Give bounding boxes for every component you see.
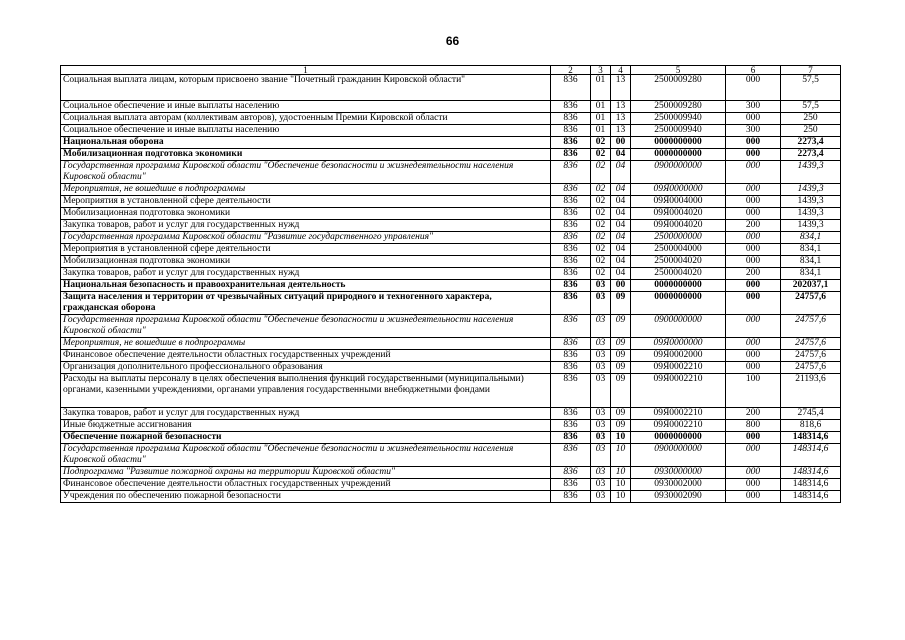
amount-cell: 57,5 xyxy=(781,75,841,101)
expense-type-cell: 000 xyxy=(726,256,781,268)
amount-cell: 834,1 xyxy=(781,232,841,244)
expense-type-cell: 000 xyxy=(726,113,781,125)
column-header: 3 xyxy=(591,66,611,75)
table-row xyxy=(61,467,841,479)
chapter-code-cell: 836 xyxy=(551,292,591,315)
subsection-code-cell: 04 xyxy=(611,220,631,232)
section-code-cell: 02 xyxy=(591,208,611,220)
expense-type-cell: 000 xyxy=(726,280,781,292)
expense-type-cell: 300 xyxy=(726,125,781,137)
table-row xyxy=(61,350,841,362)
subsection-code-cell: 00 xyxy=(611,280,631,292)
expense-type-cell: 000 xyxy=(726,491,781,503)
chapter-code-cell: 836 xyxy=(551,101,591,113)
chapter-code-cell: 836 xyxy=(551,315,591,338)
table-row xyxy=(61,374,841,408)
row-name-cell: Национальная безопасность и правоохранительная деятельность xyxy=(61,280,551,292)
amount-cell: 24757,6 xyxy=(781,315,841,338)
subsection-code-cell: 13 xyxy=(611,75,631,101)
chapter-code-cell: 836 xyxy=(551,338,591,350)
table-row xyxy=(61,408,841,420)
table-row xyxy=(61,268,841,280)
section-code-cell: 02 xyxy=(591,196,611,208)
row-name-cell: Государственная программа Кировской области "Обеспечение безопасности и жизнедеятельности населения Кировской области" xyxy=(61,444,551,467)
target-article-cell: 0930000000 xyxy=(631,467,726,479)
amount-cell: 24757,6 xyxy=(781,292,841,315)
amount-cell: 2273,4 xyxy=(781,137,841,149)
row-name-cell: Иные бюджетные ассигнования xyxy=(61,420,551,432)
column-header: 7 xyxy=(781,66,841,75)
target-article-cell: 2500000000 xyxy=(631,232,726,244)
expense-type-cell: 000 xyxy=(726,315,781,338)
target-article-cell: 2500009280 xyxy=(631,75,726,101)
target-article-cell: 0000000000 xyxy=(631,137,726,149)
chapter-code-cell: 836 xyxy=(551,125,591,137)
row-name-cell: Обеспечение пожарной безопасности xyxy=(61,432,551,444)
table-row xyxy=(61,338,841,350)
section-code-cell: 02 xyxy=(591,137,611,149)
budget-table xyxy=(60,65,841,503)
row-name-cell: Мобилизационная подготовка экономики xyxy=(61,149,551,161)
expense-type-cell: 000 xyxy=(726,149,781,161)
target-article-cell: 0930002090 xyxy=(631,491,726,503)
table-row xyxy=(61,432,841,444)
chapter-code-cell: 836 xyxy=(551,196,591,208)
chapter-code-cell: 836 xyxy=(551,161,591,184)
expense-type-cell: 000 xyxy=(726,184,781,196)
section-code-cell: 01 xyxy=(591,125,611,137)
amount-cell: 202037,1 xyxy=(781,280,841,292)
expense-type-cell: 000 xyxy=(726,338,781,350)
row-name-cell: Закупка товаров, работ и услуг для государственных нужд xyxy=(61,220,551,232)
row-name-cell: Мероприятия в установленной сфере деятельности xyxy=(61,196,551,208)
table-row xyxy=(61,196,841,208)
row-name-cell: Мероприятия, не вошедшие в подпрограммы xyxy=(61,338,551,350)
chapter-code-cell: 836 xyxy=(551,491,591,503)
section-code-cell: 03 xyxy=(591,491,611,503)
expense-type-cell: 200 xyxy=(726,220,781,232)
page-number: 66 xyxy=(445,34,460,48)
table-row xyxy=(61,479,841,491)
target-article-cell: 2500004000 xyxy=(631,244,726,256)
subsection-code-cell: 09 xyxy=(611,350,631,362)
row-name-cell: Закупка товаров, работ и услуг для государственных нужд xyxy=(61,268,551,280)
amount-cell: 148314,6 xyxy=(781,491,841,503)
subsection-code-cell: 09 xyxy=(611,315,631,338)
table-row xyxy=(61,315,841,338)
section-code-cell: 03 xyxy=(591,280,611,292)
subsection-code-cell: 04 xyxy=(611,196,631,208)
subsection-code-cell: 04 xyxy=(611,268,631,280)
section-code-cell: 02 xyxy=(591,220,611,232)
expense-type-cell: 000 xyxy=(726,137,781,149)
expense-type-cell: 200 xyxy=(726,268,781,280)
target-article-cell: 09Я0002210 xyxy=(631,420,726,432)
chapter-code-cell: 836 xyxy=(551,137,591,149)
section-code-cell: 03 xyxy=(591,350,611,362)
chapter-code-cell: 836 xyxy=(551,244,591,256)
row-name-cell: Финансовое обеспечение деятельности областных государственных учреждений xyxy=(61,350,551,362)
expense-type-cell: 100 xyxy=(726,374,781,408)
target-article-cell: 0000000000 xyxy=(631,280,726,292)
target-article-cell: 09Я0004020 xyxy=(631,220,726,232)
table-row xyxy=(61,101,841,113)
section-code-cell: 02 xyxy=(591,149,611,161)
expense-type-cell: 000 xyxy=(726,244,781,256)
column-header: 1 xyxy=(61,66,551,75)
section-code-cell: 02 xyxy=(591,161,611,184)
subsection-code-cell: 09 xyxy=(611,292,631,315)
chapter-code-cell: 836 xyxy=(551,467,591,479)
expense-type-cell: 000 xyxy=(726,196,781,208)
chapter-code-cell: 836 xyxy=(551,184,591,196)
section-code-cell: 02 xyxy=(591,268,611,280)
chapter-code-cell: 836 xyxy=(551,232,591,244)
amount-cell: 148314,6 xyxy=(781,479,841,491)
section-code-cell: 03 xyxy=(591,420,611,432)
amount-cell: 2745,4 xyxy=(781,408,841,420)
chapter-code-cell: 836 xyxy=(551,113,591,125)
amount-cell: 1439,3 xyxy=(781,220,841,232)
expense-type-cell: 000 xyxy=(726,467,781,479)
subsection-code-cell: 10 xyxy=(611,467,631,479)
amount-cell: 57,5 xyxy=(781,101,841,113)
amount-cell: 2273,4 xyxy=(781,149,841,161)
expense-type-cell: 000 xyxy=(726,362,781,374)
expense-type-cell: 000 xyxy=(726,444,781,467)
section-code-cell: 01 xyxy=(591,101,611,113)
table-row xyxy=(61,161,841,184)
row-name-cell: Организация дополнительного профессионального образования xyxy=(61,362,551,374)
expense-type-cell: 000 xyxy=(726,208,781,220)
row-name-cell: Государственная программа Кировской области "Развитие государственного управления" xyxy=(61,232,551,244)
table-row xyxy=(61,256,841,268)
target-article-cell: 09Я0002210 xyxy=(631,408,726,420)
expense-type-cell: 800 xyxy=(726,420,781,432)
target-article-cell: 0900000000 xyxy=(631,444,726,467)
target-article-cell: 0000000000 xyxy=(631,149,726,161)
row-name-cell: Мобилизационная подготовка экономики xyxy=(61,208,551,220)
subsection-code-cell: 09 xyxy=(611,420,631,432)
subsection-code-cell: 10 xyxy=(611,479,631,491)
row-name-cell: Социальная выплата лицам, которым присвоено звание "Почетный гражданин Кировской области" xyxy=(61,75,551,101)
target-article-cell: 0900000000 xyxy=(631,161,726,184)
subsection-code-cell: 09 xyxy=(611,408,631,420)
subsection-code-cell: 09 xyxy=(611,362,631,374)
subsection-code-cell: 04 xyxy=(611,149,631,161)
row-name-cell: Мероприятия, не вошедшие в подпрограммы xyxy=(61,184,551,196)
target-article-cell: 09Я0000000 xyxy=(631,184,726,196)
table-row xyxy=(61,362,841,374)
table-row xyxy=(61,444,841,467)
chapter-code-cell: 836 xyxy=(551,408,591,420)
row-name-cell: Мероприятия в установленной сфере деятельности xyxy=(61,244,551,256)
row-name-cell: Мобилизационная подготовка экономики xyxy=(61,256,551,268)
chapter-code-cell: 836 xyxy=(551,444,591,467)
amount-cell: 818,6 xyxy=(781,420,841,432)
chapter-code-cell: 836 xyxy=(551,149,591,161)
row-name-cell: Расходы на выплаты персоналу в целях обеспечения выполнения функций государственными (муниципальными) органами, казенными учреждениями, органами управления государственными внебюджетными фондами xyxy=(61,374,551,408)
table-row xyxy=(61,208,841,220)
subsection-code-cell: 13 xyxy=(611,101,631,113)
expense-type-cell: 000 xyxy=(726,161,781,184)
chapter-code-cell: 836 xyxy=(551,420,591,432)
expense-type-cell: 000 xyxy=(726,292,781,315)
chapter-code-cell: 836 xyxy=(551,75,591,101)
chapter-code-cell: 836 xyxy=(551,268,591,280)
expense-type-cell: 000 xyxy=(726,75,781,101)
table-row xyxy=(61,280,841,292)
amount-cell: 250 xyxy=(781,125,841,137)
table-row xyxy=(61,137,841,149)
amount-cell: 834,1 xyxy=(781,268,841,280)
table-row xyxy=(61,420,841,432)
section-code-cell: 03 xyxy=(591,408,611,420)
section-code-cell: 03 xyxy=(591,374,611,408)
section-code-cell: 03 xyxy=(591,338,611,350)
target-article-cell: 2500009940 xyxy=(631,113,726,125)
target-article-cell: 09Я0000000 xyxy=(631,338,726,350)
subsection-code-cell: 10 xyxy=(611,432,631,444)
subsection-code-cell: 04 xyxy=(611,232,631,244)
row-name-cell: Финансовое обеспечение деятельности областных государственных учреждений xyxy=(61,479,551,491)
subsection-code-cell: 10 xyxy=(611,444,631,467)
expense-type-cell: 000 xyxy=(726,432,781,444)
target-article-cell: 2500004020 xyxy=(631,256,726,268)
table-row xyxy=(61,125,841,137)
amount-cell: 148314,6 xyxy=(781,444,841,467)
row-name-cell: Государственная программа Кировской области "Обеспечение безопасности и жизнедеятельности населения Кировской области" xyxy=(61,315,551,338)
target-article-cell: 09Я0002000 xyxy=(631,350,726,362)
amount-cell: 834,1 xyxy=(781,256,841,268)
chapter-code-cell: 836 xyxy=(551,350,591,362)
column-header: 4 xyxy=(611,66,631,75)
subsection-code-cell: 13 xyxy=(611,125,631,137)
expense-type-cell: 000 xyxy=(726,232,781,244)
chapter-code-cell: 836 xyxy=(551,280,591,292)
amount-cell: 24757,6 xyxy=(781,338,841,350)
amount-cell: 21193,6 xyxy=(781,374,841,408)
chapter-code-cell: 836 xyxy=(551,432,591,444)
target-article-cell: 2500009940 xyxy=(631,125,726,137)
table-row xyxy=(61,232,841,244)
target-article-cell: 09Я0004020 xyxy=(631,208,726,220)
amount-cell: 1439,3 xyxy=(781,196,841,208)
target-article-cell: 09Я0004000 xyxy=(631,196,726,208)
target-article-cell: 0000000000 xyxy=(631,432,726,444)
chapter-code-cell: 836 xyxy=(551,220,591,232)
row-name-cell: Подпрограмма "Развитие пожарной охраны на территории Кировской области" xyxy=(61,467,551,479)
table-header-row xyxy=(61,66,841,75)
target-article-cell: 0930002000 xyxy=(631,479,726,491)
table-row xyxy=(61,292,841,315)
subsection-code-cell: 04 xyxy=(611,256,631,268)
subsection-code-cell: 09 xyxy=(611,338,631,350)
subsection-code-cell: 13 xyxy=(611,113,631,125)
section-code-cell: 03 xyxy=(591,292,611,315)
column-header: 5 xyxy=(631,66,726,75)
chapter-code-cell: 836 xyxy=(551,362,591,374)
section-code-cell: 03 xyxy=(591,479,611,491)
amount-cell: 148314,6 xyxy=(781,432,841,444)
row-name-cell: Защита населения и территории от чрезвычайных ситуаций природного и техногенного характера, гражданская оборона xyxy=(61,292,551,315)
amount-cell: 250 xyxy=(781,113,841,125)
expense-type-cell: 000 xyxy=(726,479,781,491)
section-code-cell: 03 xyxy=(591,467,611,479)
column-header: 6 xyxy=(726,66,781,75)
section-code-cell: 03 xyxy=(591,444,611,467)
table-row xyxy=(61,184,841,196)
subsection-code-cell: 04 xyxy=(611,244,631,256)
row-name-cell: Государственная программа Кировской области "Обеспечение безопасности и жизнедеятельности населения Кировской области" xyxy=(61,161,551,184)
table-row xyxy=(61,113,841,125)
target-article-cell: 2500004020 xyxy=(631,268,726,280)
chapter-code-cell: 836 xyxy=(551,208,591,220)
subsection-code-cell: 09 xyxy=(611,374,631,408)
amount-cell: 834,1 xyxy=(781,244,841,256)
amount-cell: 1439,3 xyxy=(781,208,841,220)
section-code-cell: 01 xyxy=(591,75,611,101)
expense-type-cell: 200 xyxy=(726,408,781,420)
subsection-code-cell: 10 xyxy=(611,491,631,503)
amount-cell: 24757,6 xyxy=(781,350,841,362)
row-name-cell: Социальное обеспечение и иные выплаты населению xyxy=(61,125,551,137)
section-code-cell: 02 xyxy=(591,232,611,244)
row-name-cell: Учреждения по обеспечению пожарной безопасности xyxy=(61,491,551,503)
table-row xyxy=(61,149,841,161)
chapter-code-cell: 836 xyxy=(551,374,591,408)
row-name-cell: Социальное обеспечение и иные выплаты населению xyxy=(61,101,551,113)
table-row xyxy=(61,75,841,101)
target-article-cell: 09Я0002210 xyxy=(631,362,726,374)
section-code-cell: 02 xyxy=(591,256,611,268)
target-article-cell: 0900000000 xyxy=(631,315,726,338)
table-row xyxy=(61,244,841,256)
chapter-code-cell: 836 xyxy=(551,256,591,268)
subsection-code-cell: 04 xyxy=(611,184,631,196)
section-code-cell: 03 xyxy=(591,432,611,444)
section-code-cell: 03 xyxy=(591,315,611,338)
amount-cell: 24757,6 xyxy=(781,362,841,374)
chapter-code-cell: 836 xyxy=(551,479,591,491)
row-name-cell: Национальная оборона xyxy=(61,137,551,149)
subsection-code-cell: 00 xyxy=(611,137,631,149)
subsection-code-cell: 04 xyxy=(611,161,631,184)
section-code-cell: 03 xyxy=(591,362,611,374)
expense-type-cell: 300 xyxy=(726,101,781,113)
column-header: 2 xyxy=(551,66,591,75)
section-code-cell: 02 xyxy=(591,244,611,256)
expense-type-cell: 000 xyxy=(726,350,781,362)
amount-cell: 1439,3 xyxy=(781,184,841,196)
target-article-cell: 09Я0002210 xyxy=(631,374,726,408)
amount-cell: 1439,3 xyxy=(781,161,841,184)
table-row xyxy=(61,220,841,232)
target-article-cell: 0000000000 xyxy=(631,292,726,315)
table-row xyxy=(61,491,841,503)
section-code-cell: 02 xyxy=(591,184,611,196)
target-article-cell: 2500009280 xyxy=(631,101,726,113)
subsection-code-cell: 04 xyxy=(611,208,631,220)
section-code-cell: 01 xyxy=(591,113,611,125)
row-name-cell: Закупка товаров, работ и услуг для государственных нужд xyxy=(61,408,551,420)
amount-cell: 148314,6 xyxy=(781,467,841,479)
row-name-cell: Социальная выплата авторам (коллективам авторов), удостоенным Премии Кировской области xyxy=(61,113,551,125)
